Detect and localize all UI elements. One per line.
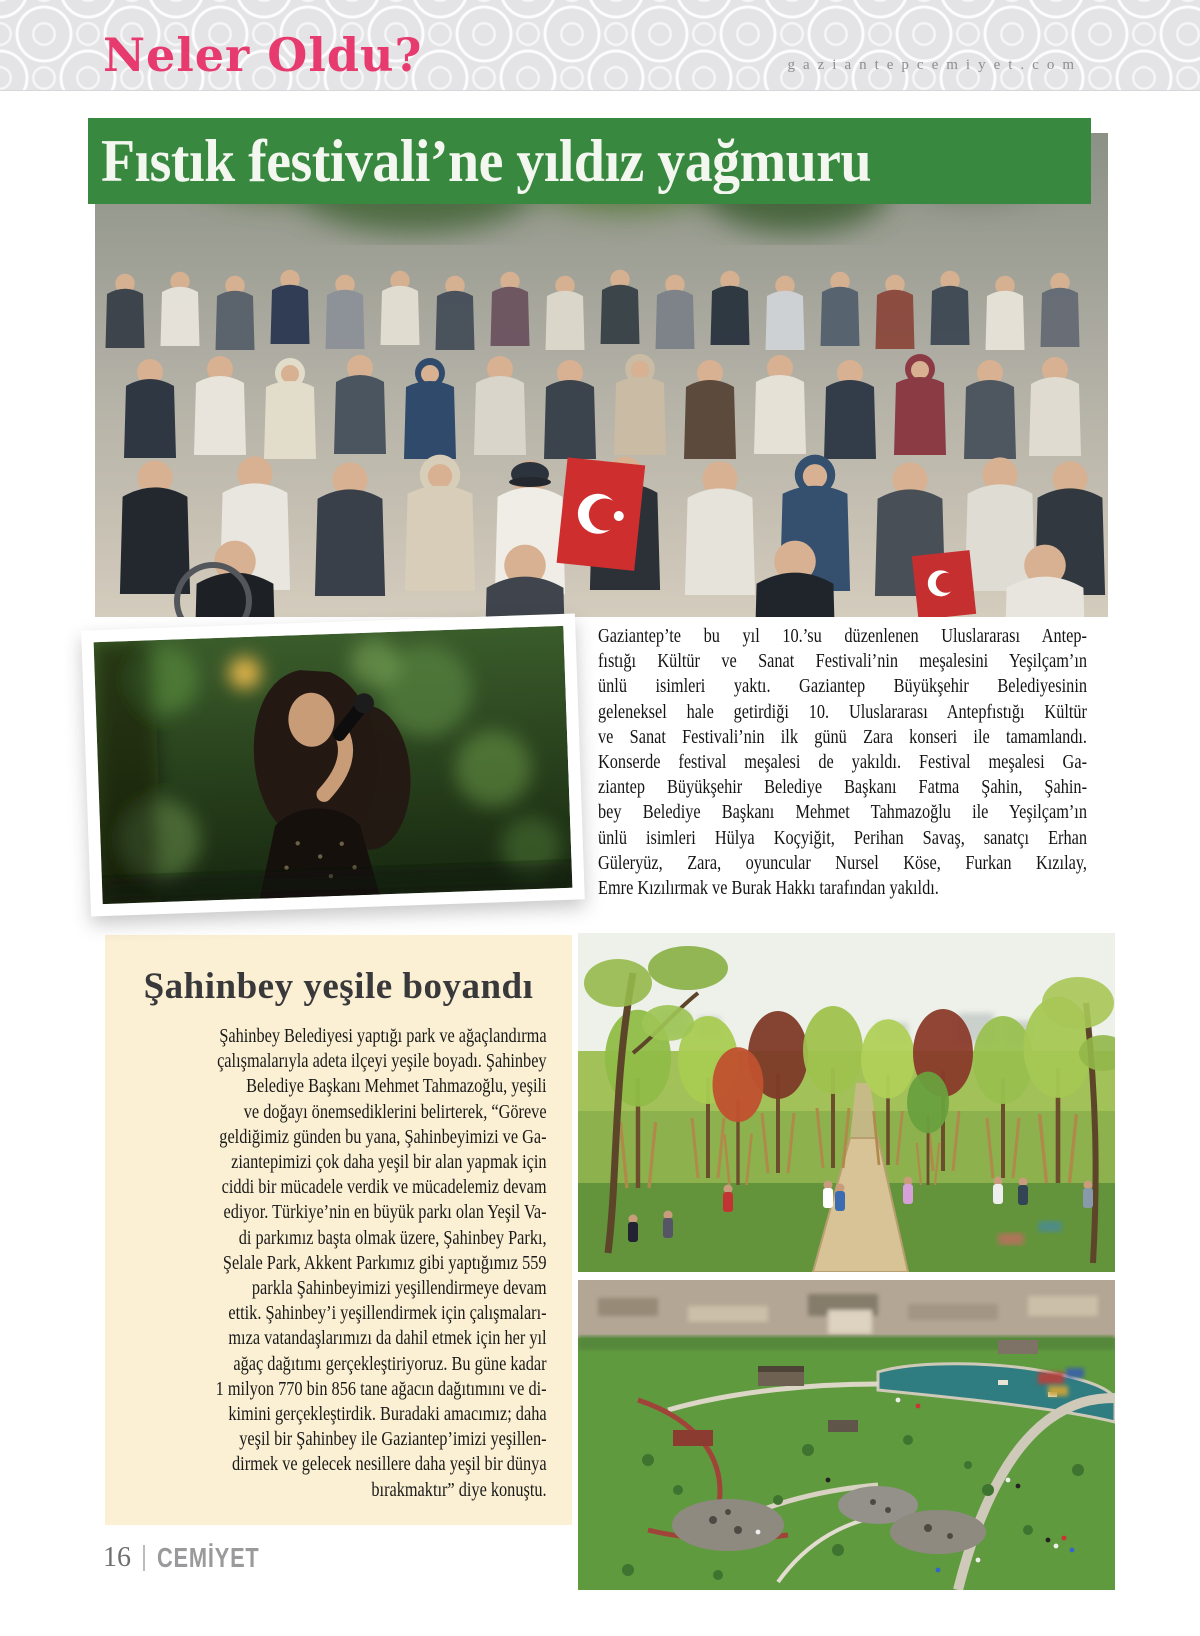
text-line: geldiğimiz günden bu yana, Şahinbeyimizi ve Ga- [219,1125,547,1148]
text-line: ettik. Şahinbey’i yeşillendirmek için çalışmaları- [228,1302,547,1325]
singer-photo-frame [81,613,585,916]
text-line: Belediye Başkanı Mehmet Tahmazoğlu, yeşili [246,1075,547,1098]
text-line: Güleryüz, Zara, oyuncular Nursel Köse, Furkan Kızılay, [598,851,1087,874]
text-line: mıza vatandaşlarımızı da dahil etmek için her yıl [228,1327,547,1350]
section-title: Neler Oldu? [103,28,423,82]
text-line: Şelale Park, Akkent Parkımız gibi yaptığımız 559 [222,1251,547,1274]
park-photo-illustration [578,933,1115,1272]
website-url: gaziantepcemiyet.com [787,57,1082,73]
text-line: Emre Kızılırmak ve Burak Hakkı tarafından yakıldı. [598,877,939,900]
text-line: di parkımız başta olmak üzere, Şahinbey Parkı, [238,1226,547,1249]
sahinbey-article-title: Şahinbey yeşile boyandı [143,966,534,1007]
text-line: dirmek ve gelecek nesillere daha yeşil bir dünya [232,1453,547,1476]
text-line: bey Belediye Başkanı Mehmet Tahmazoğlu ile Yeşilçam’ın [598,801,1087,824]
text-line: ediyor. Türkiye’nin en büyük parkı olan Yeşil Va- [223,1201,547,1224]
text-line: ziantep Büyükşehir Belediye Başkanı Fatma Şahin, Şahin- [598,776,1087,799]
text-line: parkla Şahinbeyimizi yeşillendirmeye devam [251,1277,547,1300]
headline-text: Fıstık festivali’ne yıldız yağmuru [101,127,872,194]
aerial-park-photo [578,1280,1115,1590]
text-line: çalışmalarıyla adeta ilçeyi yeşile boyadı. Şahinbey [217,1050,547,1073]
text-line: kimini gerçekleştirdik. Buradaki amacımız; daha [228,1403,547,1426]
text-line: ve doğayı önemsediklerini belirterek, “Göreve [243,1100,547,1123]
sahinbey-article-text [135,1024,551,1503]
text-line: Şahinbey Belediyesi yaptığı park ve ağaçlandırma [219,1025,547,1047]
text-line: Konserde festival meşalesi de yakıldı. Festival meşalesi Ga- [598,751,1087,774]
park-photo [578,933,1115,1272]
sahinbey-article-card [105,935,572,1525]
page-number: 16 [103,1542,131,1573]
text-line: ve Sanat Festivali’nin ilk günü Zara konseri ile tamamlandı. [598,725,1087,748]
text-line: ünlü isimleri yaktı. Gaziantep Büyükşehir Belediyesinin [598,675,1087,698]
festival-crowd-photo [95,133,1108,617]
page-footer [103,1542,288,1574]
text-line: ünlü isimleri Hülya Koçyiğit, Perihan Savaş, sanatçı Erhan [598,826,1087,849]
footer-divider [143,1545,145,1571]
magazine-name: CEMİYET [157,1542,260,1573]
text-line: yeşil bir Şahinbey ile Gaziantep’imizi yeşillen- [239,1428,547,1451]
festival-article-text [598,624,1087,901]
header-band [0,0,1200,91]
text-line: geleneksel hale getirdiği 10. Uluslararası Antepfıstığı Kültür [598,700,1087,723]
text-line: fıstığı Kültür ve Sanat Festivali’nin meşalesini Yeşilçam’ın [598,650,1087,673]
text-line: Gaziantep’te bu yıl 10.’su düzenlenen Uluslararası Antep- [598,625,1087,647]
text-line: 1 milyon 770 bin 856 tane ağacın dağıtımını ve di- [215,1377,547,1400]
singer-photo-illustration [94,626,573,904]
headline-banner [88,118,1091,204]
text-line: ağaç dağıtımı gerçekleştiriyoruz. Bu güne kadar [233,1352,547,1375]
text-line: ziantepimizi çok daha yeşil bir alan yapmak için [231,1151,547,1174]
aerial-photo-illustration [578,1280,1115,1590]
text-line: ciddi bir mücadele verdik ve mücadelemiz devam [221,1176,547,1199]
text-line: bırakmaktır” diye konuştu. [371,1478,547,1501]
crowd-photo-illustration [95,133,1108,617]
